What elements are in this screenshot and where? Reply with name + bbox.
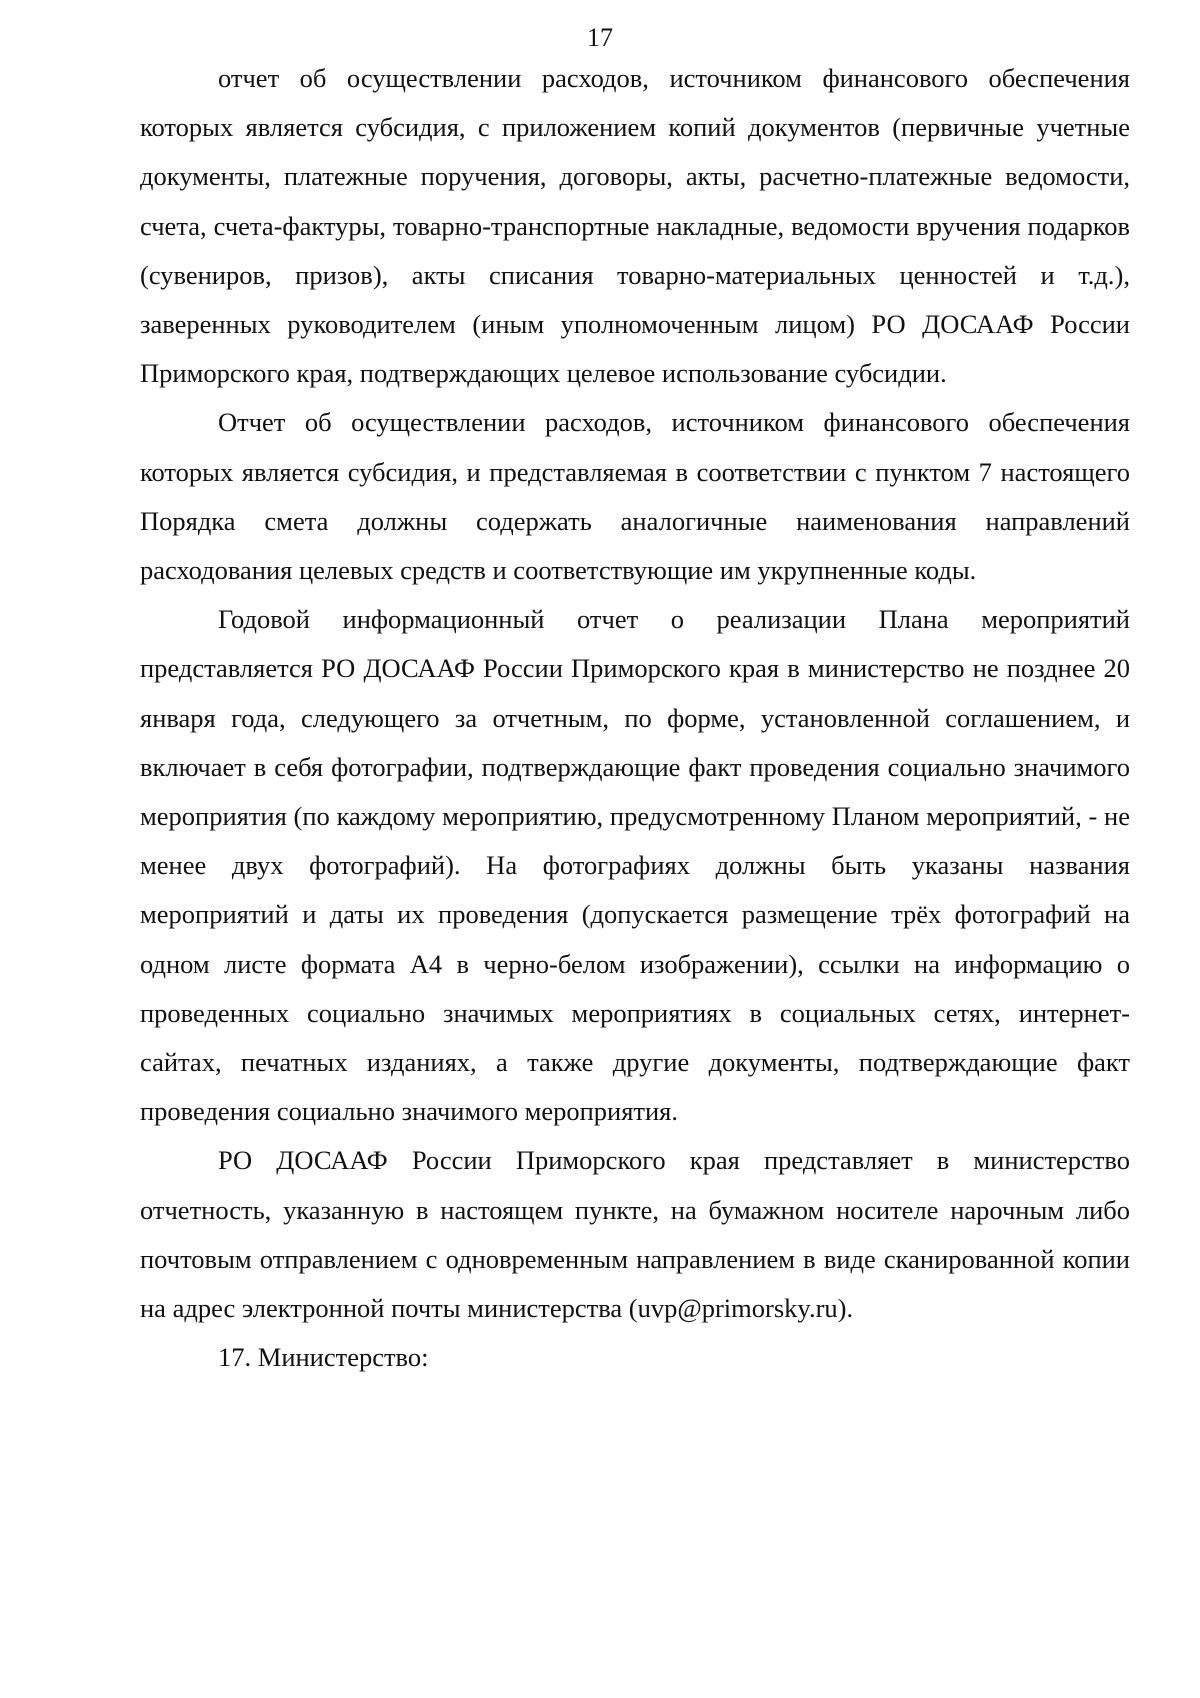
paragraph-expense-report-continuation: отчет об осуществлении расходов, источником финансового обеспечения которых является субсидия, с приложением копий документов (первичные учетные документы, платежные поручения, договоры, акты, расчетно-платежные ведомости, счета, счета-фактуры, товарно-транспортные накладные, ведомости вручения подарков (сувениров, призов), акты списания товарно-материальных ценностей и т.д.), заверенных руководителем (иным уполномоченным лицом) РО ДОСААФ России Приморского края, подтверждающих целевое использование субсидии. bbox=[140, 63, 1130, 389]
page-number: 17 bbox=[587, 23, 613, 52]
paragraph-report-estimate-codes: Отчет об осуществлении расходов, источником финансового обеспечения которых является субсидия, и представляемая в соответствии с пунктом 7 настоящего Порядка смета должны содержать аналогичные наименования направлений расходования целевых средств и соответствующие им укрупненные коды. bbox=[140, 407, 1130, 586]
document-body bbox=[140, 54, 1130, 1382]
paragraph-annual-information-report: Годовой информационный отчет о реализации Плана мероприятий представляется РО ДОСААФ России Приморского края в министерство не позднее 20 января года, следующего за отчетным, по форме, установленной соглашением, и включает в себя фотографии, подтверждающие факт проведения социально значимого мероприятия (по каждому мероприятию, предусмотренному Планом мероприятий, - не менее двух фотографий). На фотографиях должны быть указаны названия мероприятий и даты их проведения (допускается размещение трёх фотографий на одном листе формата А4 в черно-белом изображении), ссылки на информацию о проведенных социально значимых мероприятиях в социальных сетях, интернет-сайтах, печатных изданиях, а также другие документы, подтверждающие факт проведения социально значимого мероприятия. bbox=[140, 604, 1130, 1127]
paragraph-item-17-ministry: 17. Министерство: bbox=[218, 1342, 429, 1373]
paragraph-submission-method: РО ДОСААФ России Приморского края представляет в министерство отчетность, указанную в настоящем пункте, на бумажном носителе нарочным либо почтовым отправлением с одновременным направлением в виде сканированной копии на адрес электронной почты министерства (uvp@primorsky.ru). bbox=[140, 1145, 1130, 1324]
